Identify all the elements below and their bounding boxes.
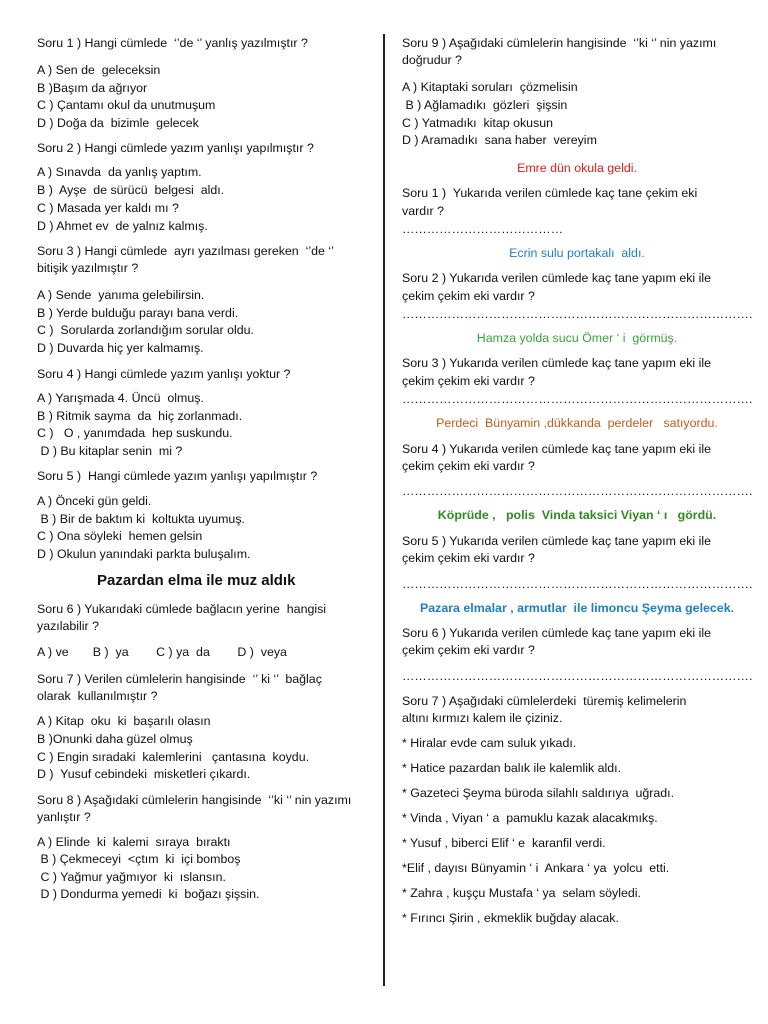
r-question-4-line-1: Soru 4 ) Yukarıda verilen cümlede kaç tane yapım eki ile (402, 442, 712, 456)
answer-line-4: …………………………………………………………………………. (402, 484, 753, 498)
q4-option-c: C ) O , yanımdada hep suskundu. (37, 426, 233, 440)
question-7-line-1: Soru 7 ) Verilen cümlelerin hangisinde ‘’ ki ‘’ bağlaç (37, 672, 322, 686)
question-3-line-1: Soru 3 ) Hangi cümlede ayrı yazılması gereken ‘’de ‘’ (37, 244, 334, 258)
q2-option-a: A ) Sınavda da yanlış yaptım. (37, 165, 202, 179)
question-7-line-2: olarak kullanılmıştır ? (37, 689, 158, 703)
q1-option-b: B )Başım da ağrıyor (37, 81, 148, 95)
r-question-2-line-2: çekim çekim eki vardır ? (402, 289, 535, 303)
sentence-4: Perdeci Bünyamin ,dükkanda perdeler satıyordu. (436, 416, 718, 430)
exercise-item-3: * Gazeteci Şeyma büroda silahlı saldırıya uğradı. (402, 786, 675, 800)
q9-option-b: B ) Ağlamadıkı gözleri şişsin (402, 98, 568, 112)
r-question-3-line-2: çekim çekim eki vardır ? (402, 374, 535, 388)
answer-line-5: …………………………………………………………………………. (402, 577, 753, 591)
answer-line-3: …………………………………………………………………………. (402, 392, 753, 406)
exercise-item-2: * Hatice pazardan balık ile kalemlik aldı. (402, 761, 622, 775)
r-question-7-line-2: altını kırmızı kalem ile çiziniz. (402, 711, 563, 725)
q7-option-b: B )Onunki daha güzel olmuş (37, 732, 193, 746)
q5-option-a: A ) Önceki gün geldi. (37, 494, 152, 508)
question-9-line-1: Soru 9 ) Aşağıdaki cümlelerin hangisinde ‘’ki ‘’ nin yazımı (402, 36, 717, 50)
question-2: Soru 2 ) Hangi cümlede yazım yanlışı yapılmıştır ? (37, 141, 314, 155)
r-question-2-line-1: Soru 2 ) Yukarıda verilen cümlede kaç tane yapım eki ile (402, 271, 712, 285)
r-question-3-line-1: Soru 3 ) Yukarıda verilen cümlede kaç tane yapım eki ile (402, 356, 712, 370)
sentence-1: Emre dün okula geldi. (517, 161, 637, 175)
question-4: Soru 4 ) Hangi cümlede yazım yanlışı yoktur ? (37, 367, 291, 381)
q3-option-d: D ) Duvarda hiç yer kalmamış. (37, 341, 204, 355)
r-question-5-line-1: Soru 5 ) Yukarıda verilen cümlede kaç tane yapım eki ile (402, 534, 712, 548)
r-question-7-line-1: Soru 7 ) Aşağıdaki cümlelerdeki türemiş kelimelerin (402, 694, 687, 708)
question-9-line-2: doğrudur ? (402, 53, 462, 67)
sentence-2: Ecrin sulu portakalı aldı. (509, 246, 645, 260)
q8-option-c: C ) Yağmur yağmıyor ki ıslansın. (37, 870, 226, 884)
q6-options: A ) ve B ) ya C ) ya da D ) veya (37, 645, 287, 659)
r-question-1-line-1: Soru 1 ) Yukarıda verilen cümlede kaç tane çekim eki (402, 186, 698, 200)
q3-option-c: C ) Sorularda zorlandığım sorular oldu. (37, 323, 254, 337)
q2-option-b: B ) Ayşe de sürücü belgesi aldı. (37, 183, 225, 197)
exercise-item-6: *Elif , dayısı Bünyamin ‘ i Ankara ‘ ya yolcu etti. (402, 861, 670, 875)
r-question-6-line-1: Soru 6 ) Yukarıda verilen cümlede kaç tane yapım eki ile (402, 626, 712, 640)
answer-line-1: ………………………………… (402, 222, 564, 236)
question-8-line-2: yanlıştır ? (37, 810, 91, 824)
question-6-line-1: Soru 6 ) Yukarıdaki cümlede bağlacın yerine hangisi (37, 602, 327, 616)
question-6-line-2: yazılabilir ? (37, 619, 99, 633)
q1-option-a: A ) Sen de geleceksin (37, 63, 161, 77)
q9-option-c: C ) Yatmadıkı kitap okusun (402, 116, 554, 130)
q5-option-d: D ) Okulun yanındaki parkta buluşalım. (37, 547, 251, 561)
q7-option-a: A ) Kitap oku ki başarılı olasın (37, 714, 211, 728)
r-question-5-line-2: çekim çekim eki vardır ? (402, 551, 535, 565)
q9-option-d: D ) Aramadıkı sana haber vereyim (402, 133, 597, 147)
q7-option-d: D ) Yusuf cebindeki misketleri çıkardı. (37, 767, 251, 781)
sentence-5: Köprüde , polis Vinda taksici Viyan ‘ ı gördü. (437, 508, 717, 522)
r-question-4-line-2: çekim çekim eki vardır ? (402, 459, 535, 473)
question-3-line-2: bitişik yazılmıştır ? (37, 261, 139, 275)
q8-option-d: D ) Dondurma yemedi ki boğazı şişsin. (37, 887, 260, 901)
q2-option-d: D ) Ahmet ev de yalnız kalmış. (37, 219, 208, 233)
section-heading: Pazardan elma ile muz aldık (97, 572, 296, 589)
question-1: Soru 1 ) Hangi cümlede ‘’de ‘’ yanlış yazılmıştır ? (37, 36, 308, 50)
q9-option-a: A ) Kitaptaki soruları çözmelisin (402, 80, 578, 94)
answer-line-2: …………………………………………………………………………. (402, 307, 753, 321)
q4-option-d: D ) Bu kitaplar senin mi ? (37, 444, 183, 458)
question-8-line-1: Soru 8 ) Aşağıdaki cümlelerin hangisinde ‘’ki ‘’ nin yazımı (37, 793, 352, 807)
r-question-6-line-2: çekim çekim eki vardır ? (402, 643, 535, 657)
q2-option-c: C ) Masada yer kaldı mı ? (37, 201, 179, 215)
q3-option-a: A ) Sende yanıma gelebilirsin. (37, 288, 205, 302)
exercise-item-5: * Yusuf , biberci Elif ‘ e karanfil verdi. (402, 836, 606, 850)
q1-option-c: C ) Çantamı okul da unutmuşum (37, 98, 216, 112)
q7-option-c: C ) Engin sıradaki kalemlerini çantasına koydu. (37, 750, 310, 764)
q8-option-a: A ) Elinde ki kalemi sıraya bıraktı (37, 835, 231, 849)
q3-option-b: B ) Yerde bulduğu parayı bana verdi. (37, 306, 239, 320)
answer-line-6: …………………………………………………………………………. (402, 669, 753, 683)
q4-option-b: B ) Ritmik sayma da hiç zorlanmadı. (37, 409, 243, 423)
sentence-3: Hamza yolda sucu Ömer ‘ i görmüş. (476, 331, 678, 345)
question-5: Soru 5 ) Hangi cümlede yazım yanlışı yapılmıştır ? (37, 469, 318, 483)
q5-option-c: C ) Ona söyleki hemen gelsin (37, 529, 203, 543)
q1-option-d: D ) Doğa da bizimle gelecek (37, 116, 199, 130)
exercise-item-7: * Zahra , kuşçu Mustafa ‘ ya selam söyledi. (402, 886, 641, 900)
column-divider (383, 34, 385, 986)
exercise-item-4: * Vinda , Viyan ‘ a pamuklu kazak alacakmıkş. (402, 811, 658, 825)
q4-option-a: A ) Yarışmada 4. Üncü olmuş. (37, 391, 204, 405)
exercise-item-8: * Fırıncı Şirin , ekmeklik buğday alacak. (402, 911, 619, 925)
sentence-6: Pazara elmalar , armutlar ile limoncu Şeyma gelecek. (419, 601, 735, 615)
q5-option-b: B ) Bir de baktım ki koltukta uyumuş. (37, 512, 245, 526)
q8-option-b: B ) Çekmeceyi <çtım ki içi bomboş (37, 852, 241, 866)
exercise-item-1: * Hiralar evde cam suluk yıkadı. (402, 736, 577, 750)
r-question-1-line-2: vardır ? (402, 204, 445, 218)
